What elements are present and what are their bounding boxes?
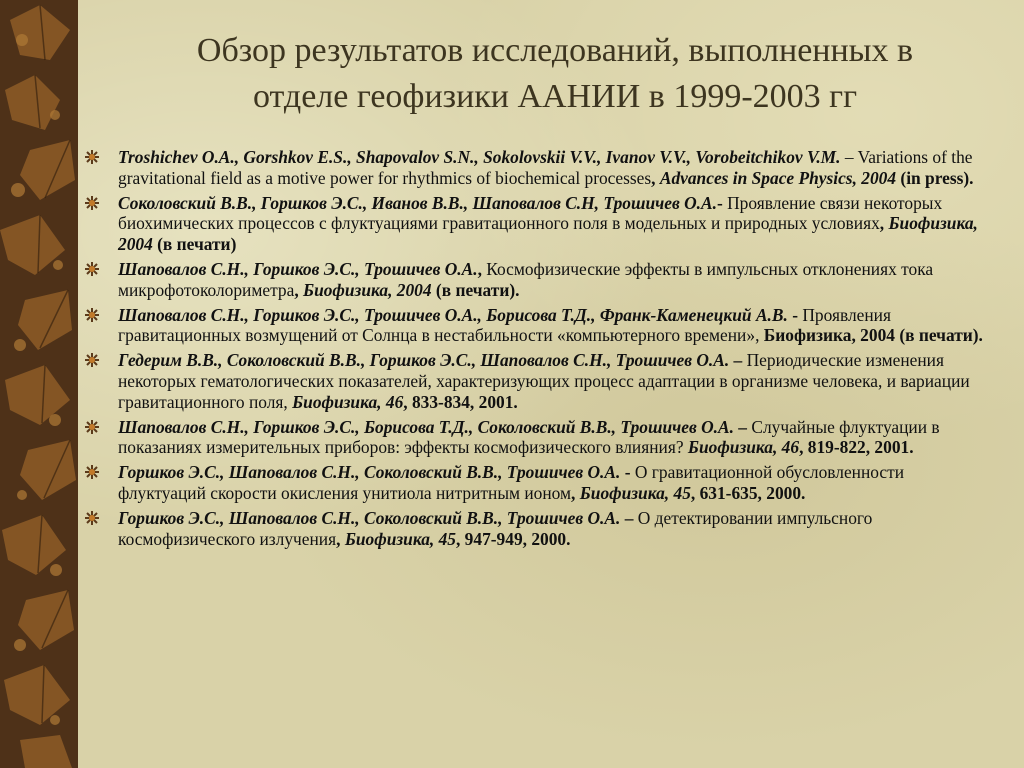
reference-separator: - bbox=[787, 304, 803, 325]
reference-title: О детектировании импульсного космофизического излучения bbox=[118, 507, 873, 549]
starburst-bullet-icon bbox=[84, 352, 100, 368]
reference-authors: Соколовский В.В., Горшков Э.С., Иванов В.В., Шаповалов С.Н, Трошичев О.А. bbox=[118, 192, 717, 213]
reference-title: Проявление связи некоторых биохимических процессов с флуктуациями гравитационного поля в модельных и природных условиях bbox=[118, 192, 943, 234]
reference-comma: , bbox=[651, 167, 660, 188]
reference-authors: Гедерим В.В., Соколовский В.В., Горшков Э.С., Шаповалов С.Н., Трошичев О.А. bbox=[118, 350, 730, 371]
reference-details: (in press). bbox=[896, 167, 974, 188]
reference-authors: Шаповалов С.Н., Горшков Э.С., Борисова Т.Д., Соколовский В.В., Трошичев О.А. bbox=[118, 416, 734, 437]
starburst-bullet-icon bbox=[84, 149, 100, 165]
reference-title: Случайные флуктуации в показаниях измерительных приборов: эффекты космофизического влияния? bbox=[118, 416, 940, 458]
starburst-bullet-icon bbox=[84, 510, 100, 526]
reference-details: (в печати) bbox=[152, 234, 237, 255]
reference-authors: Troshichev O.A., Gorshkov E.S., Shapovalov S.N., Sokolovskii V.V., Ivanov V.V., Vorobeitchikov V.M. bbox=[118, 147, 841, 167]
reference-journal: Биофизика, 46 bbox=[687, 437, 800, 458]
reference-list bbox=[84, 147, 989, 553]
reference-authors: Шаповалов С.Н., Горшков Э.С., Трошичев О.А., Борисова Т.Д., Франк-Каменецкий А.В. bbox=[118, 304, 788, 325]
reference-item bbox=[84, 259, 989, 301]
starburst-bullet-icon bbox=[84, 195, 100, 211]
reference-comma: , bbox=[336, 528, 345, 549]
reference-journal: Биофизика, 45 bbox=[579, 482, 691, 503]
title-line-2: отделе геофизики ААНИИ в 1999-2003 гг bbox=[252, 78, 858, 115]
reference-title: О гравитационной обусловленности флуктуаций скорости окисления унитиола нитритным ионом bbox=[118, 462, 905, 503]
title-line-1: Обзор результатов исследований, выполненных в bbox=[196, 32, 914, 69]
reference-comma: , bbox=[879, 213, 889, 234]
reference-journal: Advances in Space Physics, 2004 bbox=[659, 167, 897, 188]
reference-journal: Биофизика, 46 bbox=[292, 391, 404, 412]
reference-separator: – bbox=[733, 416, 752, 437]
starburst-bullet-icon bbox=[84, 419, 100, 435]
reference-title: Проявления гравитационных возмущений от Солнца в нестабильности «компьютерного времени» bbox=[118, 304, 891, 346]
reference-item bbox=[84, 193, 989, 255]
reference-item bbox=[84, 147, 989, 189]
reference-authors: Горшков Э.С., Шаповалов С.Н., Соколовский В.В., Трошичев О.А. bbox=[118, 507, 621, 528]
autumn-leaves-border bbox=[0, 0, 78, 768]
reference-separator: - bbox=[620, 462, 635, 483]
reference-title: Периодические изменения некоторых гематологических показателей, характеризующих процесс адаптации в организме человека, и вариации гравитационного поля bbox=[118, 350, 970, 412]
reference-journal: Биофизика, 2004 bbox=[118, 213, 978, 255]
reference-comma: , bbox=[755, 325, 764, 346]
reference-journal: Биофизика, 45 bbox=[344, 528, 456, 549]
reference-details: (в печати). bbox=[431, 279, 520, 300]
reference-authors: Горшков Э.С., Шаповалов С.Н., Соколовский В.В., Трошичев О.А. bbox=[118, 462, 621, 483]
reference-separator: – bbox=[729, 350, 747, 371]
reference-item bbox=[84, 417, 989, 459]
reference-item bbox=[84, 350, 989, 412]
reference-details: Биофизика, 2004 (в печати). bbox=[763, 325, 983, 346]
reference-item bbox=[84, 462, 989, 504]
reference-item bbox=[84, 305, 989, 347]
reference-authors: Шаповалов С.Н., Горшков Э.С., Трошичев О.А. bbox=[118, 258, 478, 279]
leaf-pattern bbox=[0, 0, 78, 768]
starburst-bullet-icon bbox=[84, 464, 100, 480]
reference-details: , 947-949, 2000. bbox=[455, 528, 571, 549]
starburst-bullet-icon bbox=[84, 307, 100, 323]
reference-comma: , bbox=[283, 391, 293, 412]
reference-details: , 833-834, 2001. bbox=[403, 391, 518, 412]
reference-separator: , bbox=[477, 258, 487, 279]
reference-journal: Биофизика, 2004 bbox=[303, 279, 432, 300]
reference-comma: , bbox=[294, 279, 304, 300]
reference-comma: , bbox=[571, 482, 580, 503]
reference-title: Variations of the gravitational field as a motive power for rhythmics of biochemical processes bbox=[118, 147, 973, 188]
reference-item bbox=[84, 508, 989, 550]
reference-separator: – bbox=[840, 147, 858, 167]
slide-title bbox=[100, 28, 1010, 120]
reference-details: , 631-635, 2000. bbox=[690, 482, 806, 503]
reference-title: Космофизические эффекты в импульсных отклонениях тока микрофотоколориметра bbox=[118, 258, 934, 300]
reference-separator: – bbox=[620, 507, 638, 528]
reference-separator: - bbox=[716, 192, 728, 213]
starburst-bullet-icon bbox=[84, 261, 100, 277]
reference-details: , 819-822, 2001. bbox=[799, 437, 914, 458]
